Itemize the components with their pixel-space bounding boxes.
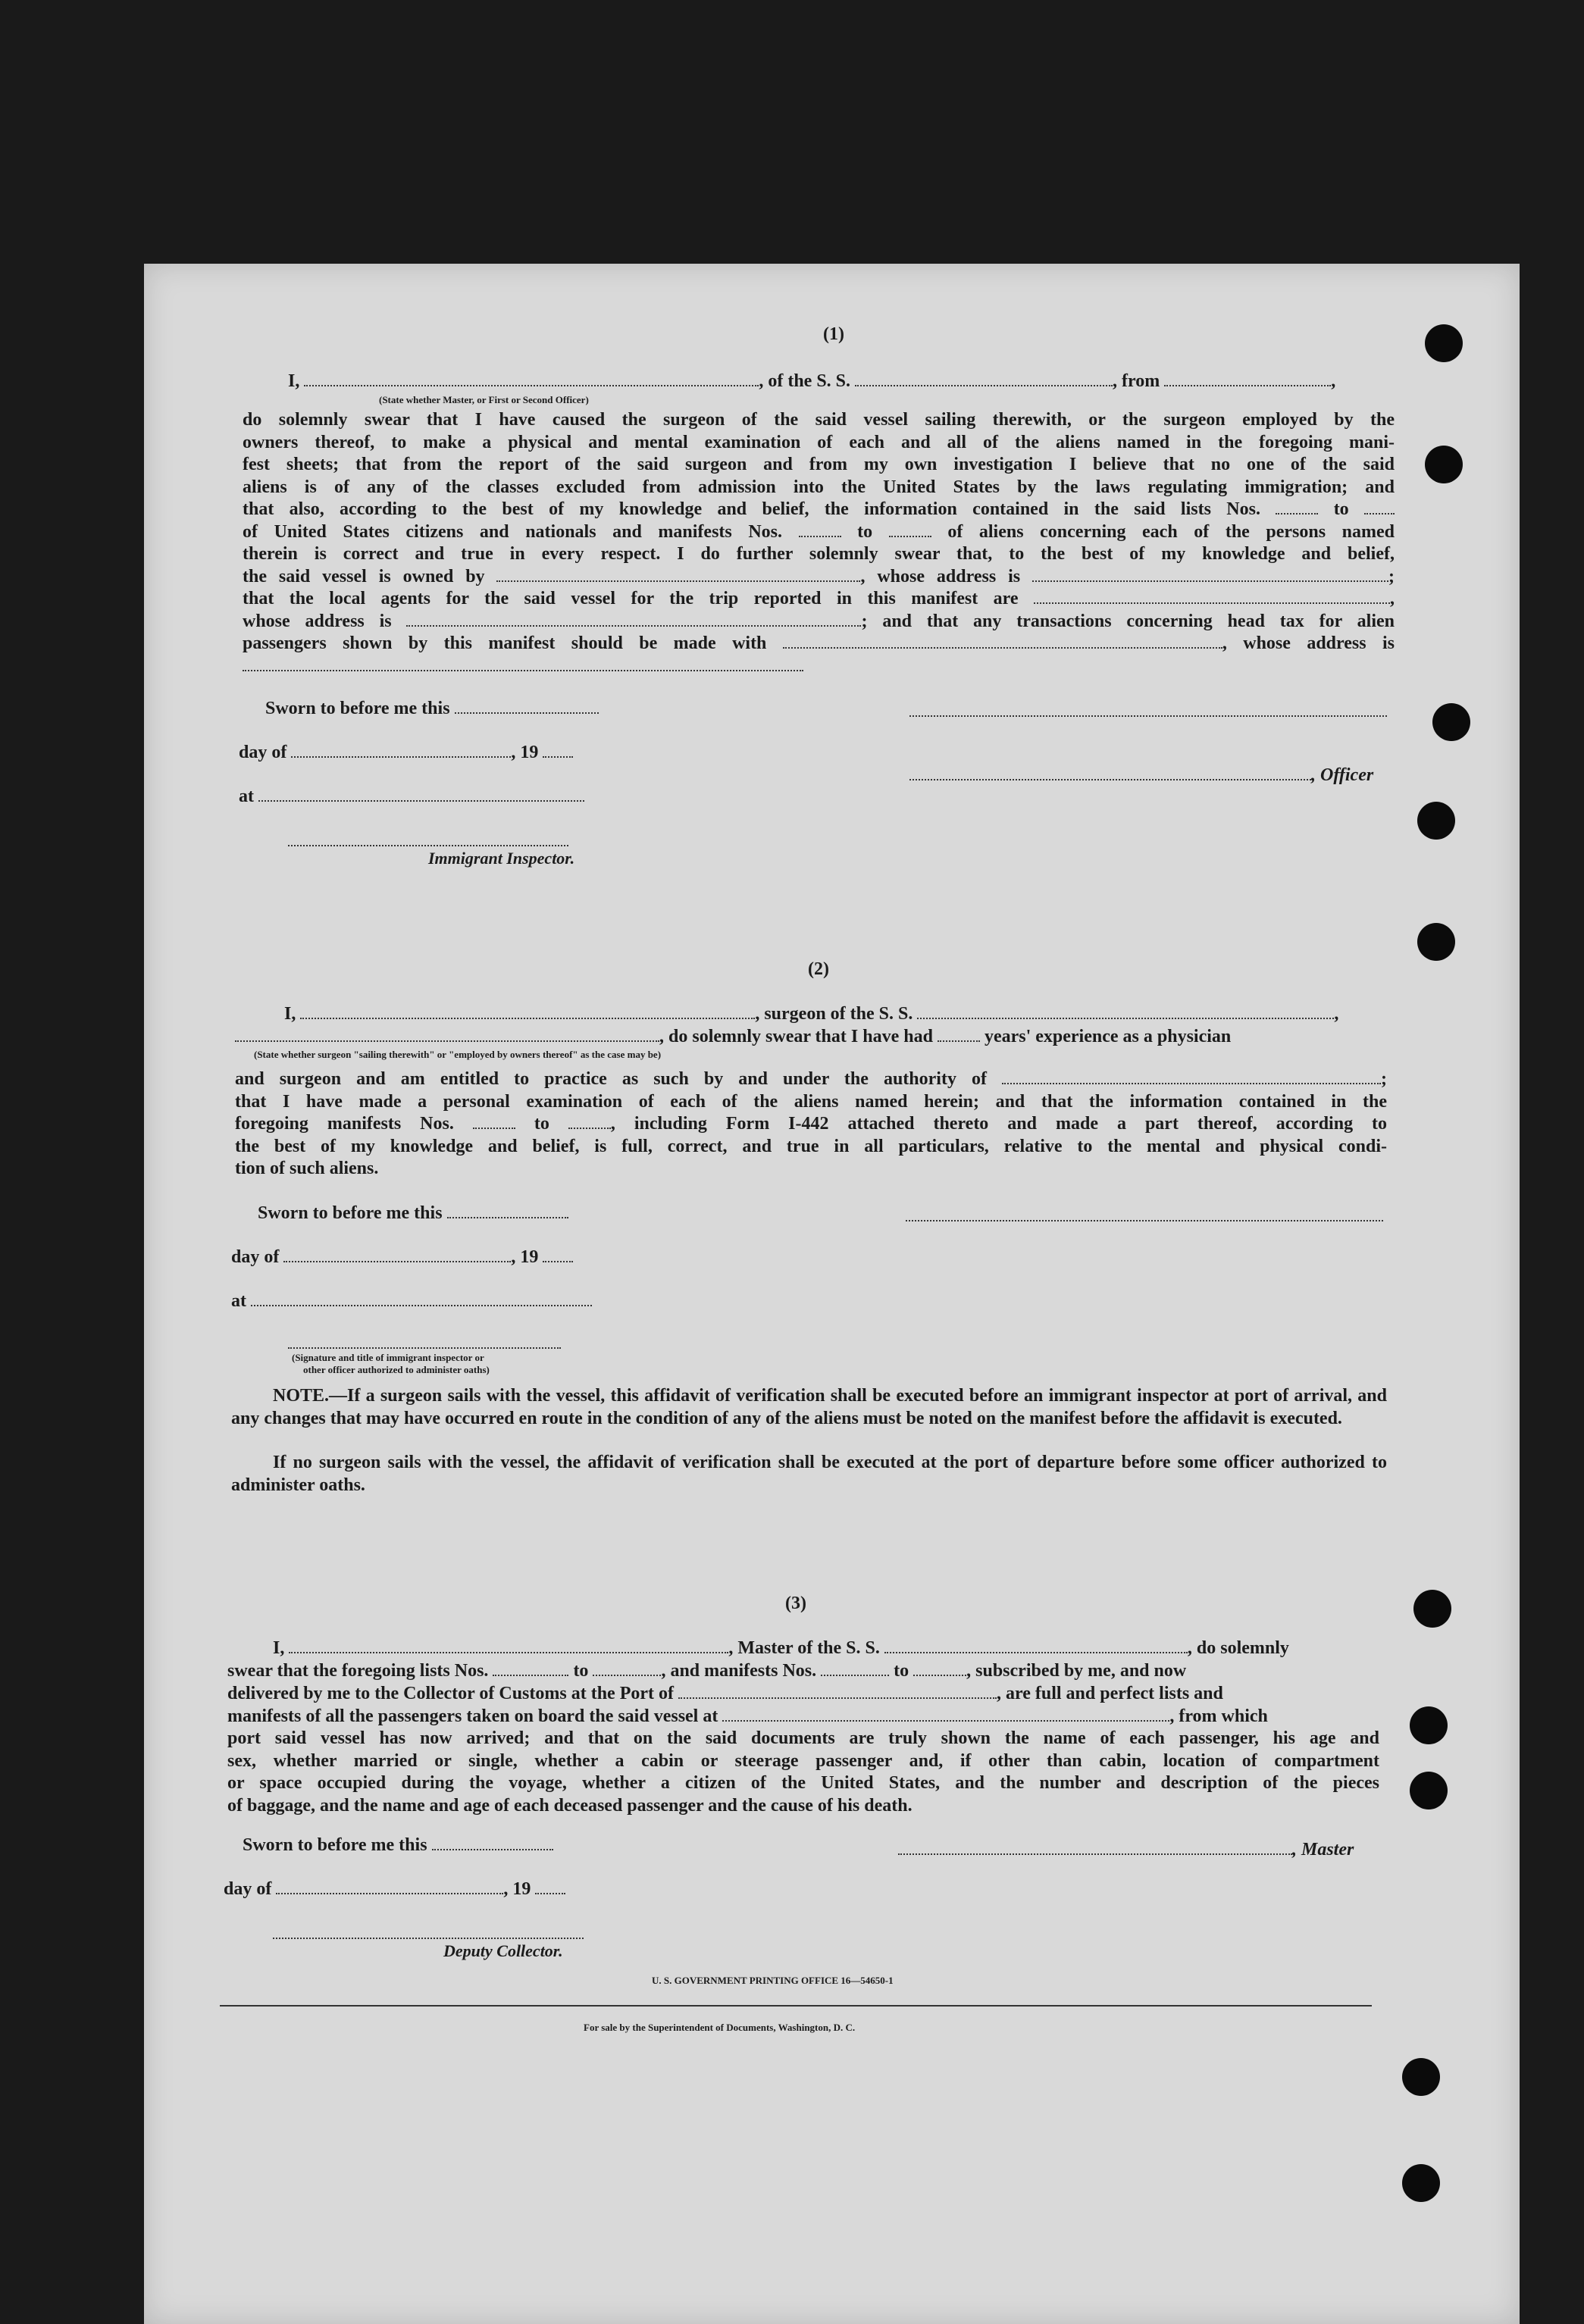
binder-hole: [1410, 1706, 1448, 1744]
s3-day-of: day of , 19: [224, 1878, 565, 1900]
section-2-line-2: , do solemnly swear that I have had years' experience as a physician: [235, 1025, 1231, 1048]
section-2-number: (2): [808, 959, 829, 979]
s1-at: at: [239, 785, 584, 808]
inspector-label: Immigrant Inspector.: [428, 849, 575, 868]
binder-hole: [1432, 703, 1470, 741]
for-sale-note: For sale by the Superintendent of Documents, Washington, D. C.: [584, 2022, 856, 2033]
s2-sig-caption-1: (Signature and title of immigrant inspector or: [292, 1352, 484, 1363]
section-3-line-3: delivered by me to the Collector of Customs at the Port of , are full and perfect lists and: [227, 1684, 1223, 1703]
s3-sworn: Sworn to before me this: [243, 1834, 553, 1856]
s2-day-of: day of , 19: [231, 1246, 573, 1268]
binder-hole: [1402, 2164, 1440, 2202]
binder-hole: [1402, 2058, 1440, 2096]
manifest-back-page: [144, 264, 1520, 2324]
binder-hole: [1410, 1772, 1448, 1809]
section-2-line-1: I, , surgeon of the S. S. ,: [284, 1004, 1339, 1024]
note-paragraph-1: NOTE.—If a surgeon sails with the vessel, this affidavit of verification shall be executed before an immigrant inspector at port of arrival, and any changes that may have occurred en route in the condition of any of the aliens must be noted on the manifest before the affidavit is executed.: [231, 1386, 1387, 1428]
from-port-field[interactable]: [1164, 371, 1331, 386]
collector-signature-line[interactable]: [273, 1936, 584, 1939]
inspector-signature-line[interactable]: [288, 843, 568, 846]
section-3-body: port said vessel has now arrived; and that on the said documents are truly shown the name of each passenger, his age and sex, whether married or single, whether a cabin or steerage passenger and, if other than cabin, location of compartment or space occupied during the voyage, whether a citizen of the United States, and the number and description of the pieces of baggage, and the name and age of each deceased passenger and the cause of his death.: [227, 1728, 1379, 1816]
ship-name-field[interactable]: [855, 371, 1113, 386]
binder-hole: [1425, 324, 1463, 362]
section-3-line-2: swear that the foregoing lists Nos. to , and manifests Nos. to , subscribed by me, and now: [227, 1661, 1187, 1681]
binder-hole: [1425, 446, 1463, 483]
section-3-line-4: manifests of all the passengers taken on board the said vessel at , from which: [227, 1706, 1268, 1726]
binder-hole: [1413, 1590, 1451, 1628]
s1-day-of: day of , 19: [239, 741, 573, 764]
s2-sig-caption-2: other officer authorized to administer oaths): [303, 1364, 490, 1375]
bottom-rule: [220, 2005, 1372, 2007]
section-1-number: (1): [823, 324, 844, 344]
surgeon-signature-line[interactable]: [906, 1218, 1383, 1221]
section-1-body: do solemnly swear that I have caused the surgeon of the said vessel sailing therewith, or the surgeon employed by the owners thereof, to make a physical and mental examination of each and all of the aliens named in the foregoing mani- fest sheets; that from the report of the said surgeon and from my own investigation I believe that no one of the said aliens is of any of the classes excluded from admission into the United States by the laws regulating immigration; and that also, according to the best of my knowledge and belief, the information contained in the said lists Nos. to of United States citizens and nationals and manifests Nos. to of aliens concerning each of the persons named therein is correct and true in every respect. I do further solemnly swear that, to the best of my knowledge and belief, the said vessel is owned by , whose address is ; that the local agents for the said vessel for the trip reported in this manifest are , whose address is ; and that any transactions concerning head tax for alien passengers shown by this manifest should be made with , whose address is: [243, 409, 1395, 677]
section-3-number: (3): [785, 1594, 806, 1613]
s2-inspector-signature-line[interactable]: [288, 1346, 561, 1349]
section-3-line-1: I, , Master of the S. S. , do solemnly: [273, 1638, 1289, 1658]
officer-caption: (State whether Master, or First or Second Officer): [379, 394, 589, 405]
surgeon-caption: (State whether surgeon "sailing therewith" or "employed by owners thereof" as the case may be): [254, 1049, 662, 1060]
s1-sworn: Sworn to before me this: [265, 697, 599, 720]
note-paragraph-2: If no surgeon sails with the vessel, the affidavit of verification shall be executed at the port of departure before some officer authorized to administer oaths.: [231, 1453, 1387, 1495]
printing-office: U. S. GOVERNMENT PRINTING OFFICE 16—54650-1: [652, 1975, 894, 1986]
officer-signature-row: , Officer: [909, 764, 1373, 787]
s2-at: at: [231, 1290, 592, 1312]
officer-signature-line-1[interactable]: [909, 714, 1387, 717]
binder-hole: [1417, 802, 1455, 840]
master-signature-row: , Master: [898, 1838, 1354, 1861]
binder-hole: [1417, 923, 1455, 961]
s2-sworn: Sworn to before me this: [258, 1202, 568, 1225]
section-2-body: and surgeon and am entitled to practice as such by and under the authority of ; that I have made a personal examination of each of the aliens named herein; and that the information contained in the foregoing manifests Nos. to , including Form I-442 attached thereto and made a part thereof, according to the best of my knowledge and belief, is full, correct, and true in all particulars, relative to the mental and physical condi- tion of such aliens.: [235, 1069, 1388, 1178]
section-1-line-1: I, , of the S. S. , from ,: [288, 371, 1336, 391]
collector-label: Deputy Collector.: [443, 1941, 563, 1960]
officer-name-field[interactable]: [304, 371, 759, 386]
